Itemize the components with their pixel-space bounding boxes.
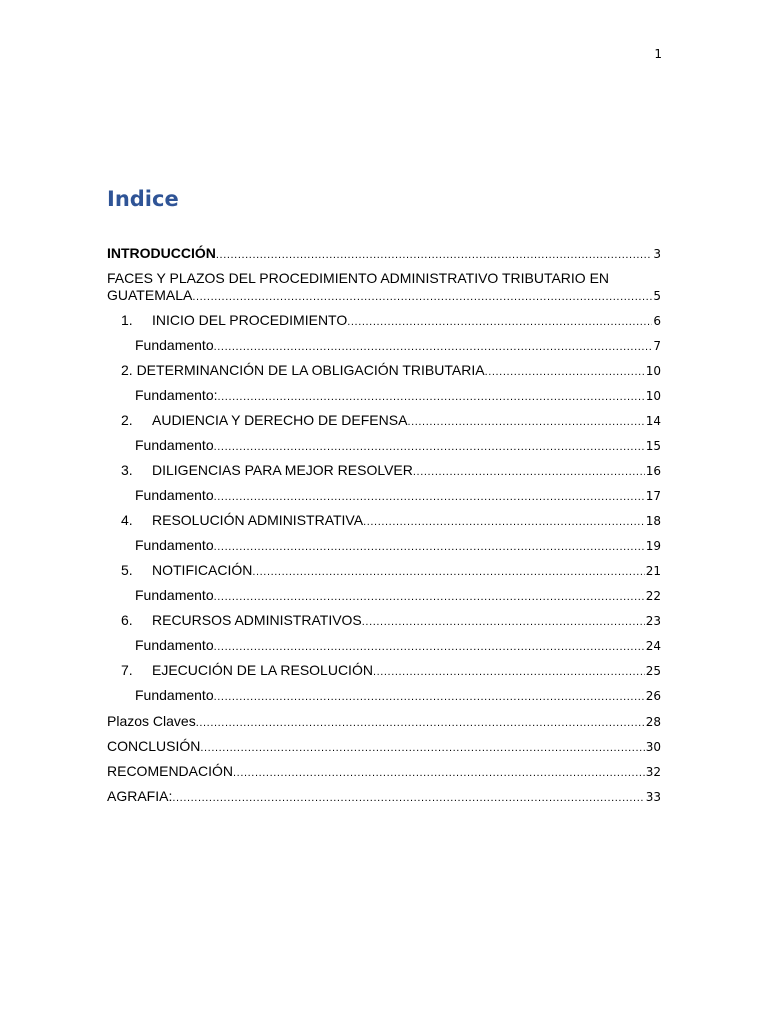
toc-leader [373, 664, 645, 679]
toc-page: 19 [645, 539, 661, 553]
toc-page: 7 [653, 339, 661, 353]
toc-leader [362, 614, 645, 629]
toc-page: 10 [645, 364, 661, 378]
toc-label: Fundamento [135, 687, 214, 703]
page-number: 1 [654, 47, 662, 61]
toc-page: 26 [645, 689, 661, 703]
toc-entry-fundamento[interactable] [107, 337, 661, 354]
toc-page: 18 [645, 514, 661, 528]
toc-label: AUDIENCIA Y DERECHO DE DEFENSA [152, 412, 408, 428]
toc-label: 2. DETERMINANCIÓN DE LA OBLIGACIÓN TRIBUTARIA [121, 362, 485, 378]
toc-number: 5. [121, 562, 133, 578]
toc-label: Fundamento: [135, 387, 218, 403]
toc-label-group [121, 662, 373, 679]
toc-label: RESOLUCIÓN ADMINISTRATIVA [152, 512, 364, 528]
toc-entry-inicio[interactable] [107, 312, 661, 329]
toc-page: 15 [645, 439, 661, 453]
toc-label-line: FACES Y PLAZOS DEL PROCEDIMIENTO ADMINISTRATIVO TRIBUTARIO EN [107, 270, 610, 286]
toc-number: 4. [121, 512, 133, 528]
toc-leader [214, 689, 645, 704]
toc-page: 3 [653, 247, 661, 261]
toc-entry-fundamento[interactable] [107, 637, 661, 654]
toc-entry-faces[interactable] [107, 270, 661, 304]
toc-number: 1. [121, 312, 133, 328]
toc-entry-audiencia[interactable] [107, 412, 661, 429]
toc-entry-conclusion[interactable] [107, 738, 661, 755]
toc-leader [214, 539, 645, 554]
toc-page: 5 [653, 289, 661, 303]
toc-label: RECOMENDACIÓN [107, 763, 234, 779]
toc-entry-resolucion[interactable] [107, 512, 661, 529]
toc-leader [214, 489, 645, 504]
toc-label-line-2 [107, 287, 661, 304]
toc-label: GUATEMALA [107, 287, 193, 303]
toc-number: 6. [121, 612, 133, 628]
toc-page: 17 [645, 489, 661, 503]
toc-leader [214, 339, 653, 354]
toc-entry-fundamento[interactable] [107, 387, 661, 404]
toc-page: 32 [645, 765, 661, 779]
toc-leader [363, 514, 645, 529]
toc-leader [196, 715, 645, 730]
toc-page: 16 [645, 464, 661, 478]
toc-leader [233, 765, 645, 780]
toc-label: RECURSOS ADMINISTRATIVOS [152, 612, 362, 628]
toc-entry-fundamento[interactable] [107, 537, 661, 554]
toc-number: 3. [121, 462, 133, 478]
toc-label: Fundamento [135, 537, 214, 553]
toc-entry-recursos[interactable] [107, 612, 661, 629]
toc-label: Fundamento [135, 437, 214, 453]
toc-entry-ejecucion[interactable] [107, 662, 661, 679]
toc-label: Fundamento [135, 487, 214, 503]
toc-label: Fundamento [135, 337, 214, 353]
toc-entry-agrafia[interactable] [107, 788, 661, 805]
toc-entry-plazos-claves[interactable] [107, 713, 661, 730]
toc-label-group [121, 612, 362, 629]
toc-number: 2. [121, 412, 133, 428]
toc-entry-determinacion[interactable] [107, 362, 661, 379]
toc-page: 23 [645, 614, 661, 628]
toc-page: 22 [645, 589, 661, 603]
toc-label-group [121, 512, 363, 529]
toc-label: EJECUCIÓN DE LA RESOLUCIÓN [152, 662, 373, 678]
toc-page: 28 [645, 715, 661, 729]
toc-label-group [121, 562, 252, 579]
toc-page: 24 [645, 639, 661, 653]
toc-label: INICIO DEL PROCEDIMIENTO [152, 312, 348, 328]
toc-entry-fundamento[interactable] [107, 487, 661, 504]
toc-leader [216, 247, 652, 262]
toc-leader [218, 389, 645, 404]
toc-entry-fundamento[interactable] [107, 687, 661, 704]
toc-leader [485, 364, 645, 379]
toc-entry-introduccion[interactable] [107, 245, 661, 262]
toc-label: CONCLUSIÓN [107, 738, 201, 754]
toc-leader [214, 589, 645, 604]
toc-label: Fundamento [135, 587, 214, 603]
toc-page: 21 [645, 564, 661, 578]
toc-label-group [121, 462, 413, 479]
toc-entry-notificacion[interactable] [107, 562, 661, 579]
toc-entry-fundamento[interactable] [107, 437, 661, 454]
toc-leader [252, 564, 644, 579]
toc-leader [413, 464, 645, 479]
toc-leader [172, 790, 644, 805]
toc-label-group [121, 312, 347, 329]
toc-number: 7. [121, 662, 133, 678]
toc-label-group [121, 412, 407, 429]
toc-label: Fundamento [135, 637, 214, 653]
toc-entry-diligencias[interactable] [107, 462, 661, 479]
toc-label: Plazos Claves [107, 713, 196, 729]
toc-leader [407, 414, 644, 429]
toc-label: NOTIFICACIÓN [152, 562, 253, 578]
toc-label: DILIGENCIAS PARA MEJOR RESOLVER [152, 462, 413, 478]
toc-entry-recomendacion[interactable] [107, 763, 661, 780]
toc-leader [214, 639, 645, 654]
toc-leader [214, 439, 645, 454]
toc-page: 33 [645, 790, 661, 804]
toc-page: 30 [645, 740, 661, 754]
toc-page: 10 [645, 389, 661, 403]
toc-leader [192, 289, 652, 304]
toc-label: INTRODUCCIÓN [107, 245, 216, 261]
toc-leader [200, 740, 644, 755]
table-of-contents [107, 243, 661, 805]
toc-page: 14 [645, 414, 661, 428]
toc-leader [347, 314, 652, 329]
toc-title: Indice [107, 187, 179, 211]
toc-label: AGRAFIA: [107, 788, 173, 804]
toc-entry-fundamento[interactable] [107, 587, 661, 604]
toc-page: 25 [645, 664, 661, 678]
toc-page: 6 [653, 314, 661, 328]
